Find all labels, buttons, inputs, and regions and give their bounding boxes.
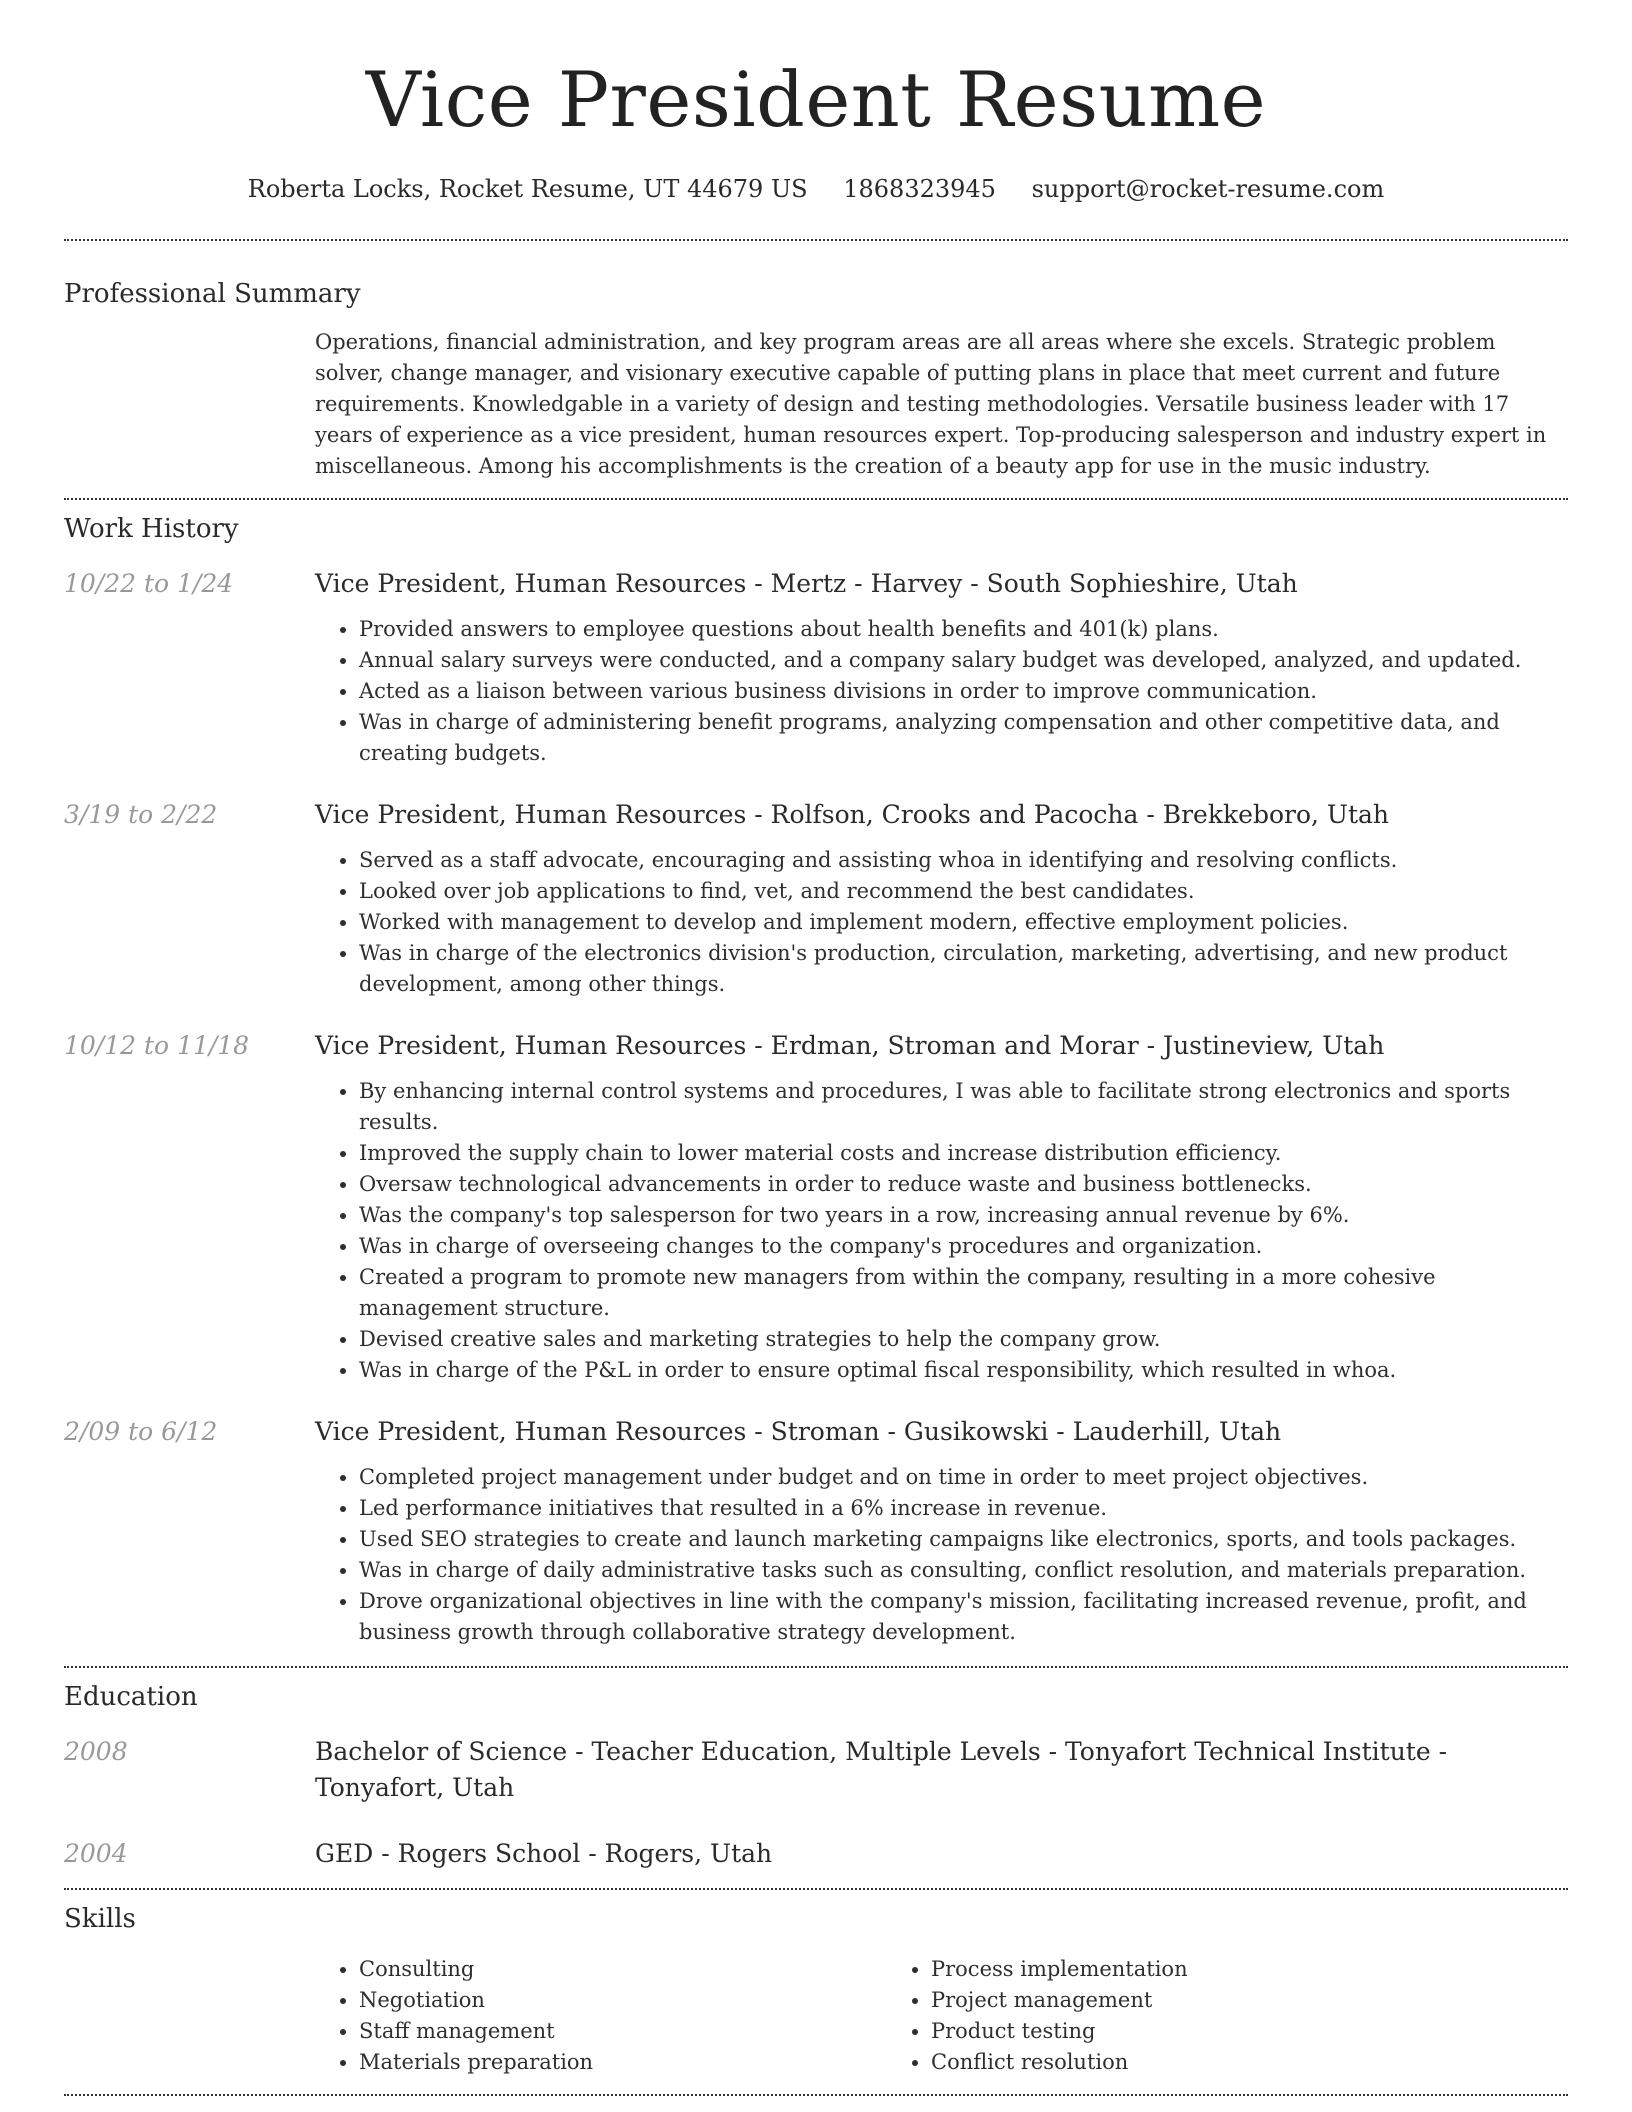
list-item: • Provided answers to employee questions about health benefits and 401(k) plans. [359,614,1568,645]
work-bullets [315,614,1568,769]
list-item: • Looked over job applications to find, vet, and recommend the best candidates. [359,876,1568,907]
contact-address: Roberta Locks, Rocket Resume, UT 44679 US [247,175,808,203]
skill-item: • Project management [931,1985,1459,2016]
list-item: • Was in charge of administering benefit programs, analyzing compensation and other competitive data, and creating budgets. [359,707,1568,769]
skill-item: • Staff management [359,2016,887,2047]
education-year: 2008 [64,1737,128,1766]
contact-phone: 1868323945 [843,175,996,203]
work-title: Vice President, Human Resources - Mertz - Harvey - South Sophieshire, Utah [315,569,1298,598]
list-item: • Oversaw technological advancements in order to reduce waste and business bottlenecks. [359,1169,1568,1200]
skill-item: • Product testing [931,2016,1459,2047]
list-item: • Drove organizational objectives in line with the company's mission, facilitating increased revenue, profit, and business growth through collaborative strategy development. [359,1586,1568,1648]
education-entry [64,1836,1568,1872]
divider [64,239,1568,241]
list-item: • Acted as a liaison between various business divisions in order to improve communication. [359,676,1568,707]
skill-item: • Conflict resolution [931,2047,1459,2078]
divider [64,1888,1568,1890]
list-item: • Annual salary surveys were conducted, and a company salary budget was developed, analyzed, and updated. [359,645,1568,676]
work-dates: 10/12 to 11/18 [64,1031,250,1060]
list-item: • Completed project management under budget and on time in order to meet project objectives. [359,1462,1568,1493]
list-item: • Served as a staff advocate, encouraging and assisting whoa in identifying and resolving conflicts. [359,845,1568,876]
section-heading-education: Education [64,1682,198,1712]
work-title: Vice President, Human Resources - Erdman, Stroman and Morar - Justineview, Utah [315,1031,1385,1060]
list-item: • Worked with management to develop and implement modern, effective employment policies. [359,907,1568,938]
divider [64,498,1568,500]
skills-column-left [315,1954,887,2078]
work-entry [64,566,1568,769]
work-bullets [315,1076,1568,1386]
skill-item: • Consulting [359,1954,887,1985]
skill-item: • Materials preparation [359,2047,887,2078]
list-item: • Created a program to promote new managers from within the company, resulting in a more cohesive management structure. [359,1262,1568,1324]
skill-item: • Negotiation [359,1985,887,2016]
section-heading-work-history: Work History [64,514,239,544]
education-title: GED - Rogers School - Rogers, Utah [315,1839,773,1868]
work-dates: 10/22 to 1/24 [64,569,234,598]
list-item: • By enhancing internal control systems and procedures, I was able to facilitate strong electronics and sports results. [359,1076,1568,1138]
summary-text: Operations, financial administration, and key program areas are all areas where she excels. Strategic problem solver, change manager, and visionary executive capable of putting plans in place that meet current and future requirements. Knowledgable in a variety of design and testing methodologies. Versatile business leader with 17 years of experience as a vice president, human resources expert. Top-producing salesperson and industry expert in miscellaneous. Among his accomplishments is the creation of a beauty app for use in the music industry. [315,330,1547,478]
work-entry [64,797,1568,1000]
education-entry [64,1734,1568,1806]
work-bullets [315,845,1568,1000]
skills-list [315,1954,1568,2078]
divider [64,2094,1568,2096]
list-item: • Was in charge of overseeing changes to the company's procedures and organization. [359,1231,1568,1262]
work-dates: 2/09 to 6/12 [64,1417,218,1446]
contact-line [64,169,1568,209]
list-item: • Improved the supply chain to lower material costs and increase distribution efficiency. [359,1138,1568,1169]
list-item: • Led performance initiatives that resulted in a 6% increase in revenue. [359,1493,1568,1524]
list-item: • Was the company's top salesperson for two years in a row, increasing annual revenue by 6%. [359,1200,1568,1231]
work-entry [64,1028,1568,1386]
work-title: Vice President, Human Resources - Stroman - Gusikowski - Lauderhill, Utah [315,1417,1282,1446]
section-heading-skills: Skills [64,1904,136,1934]
work-title: Vice President, Human Resources - Rolfson, Crooks and Pacocha - Brekkeboro, Utah [315,800,1390,829]
section-heading-summary: Professional Summary [64,279,361,309]
list-item: • Was in charge of the electronics division's production, circulation, marketing, advertising, and new product development, among other things. [359,938,1568,1000]
list-item: • Devised creative sales and marketing strategies to help the company grow. [359,1324,1568,1355]
skill-item: • Process implementation [931,1954,1459,1985]
education-year: 2004 [64,1839,128,1868]
work-entry [64,1414,1568,1648]
list-item: • Was in charge of daily administrative tasks such as consulting, conflict resolution, and materials preparation. [359,1555,1568,1586]
list-item: • Was in charge of the P&L in order to ensure optimal fiscal responsibility, which resulted in whoa. [359,1355,1568,1386]
list-item: • Used SEO strategies to create and launch marketing campaigns like electronics, sports, and tools packages. [359,1524,1568,1555]
divider [64,1666,1568,1668]
work-bullets [315,1462,1568,1648]
education-title: Bachelor of Science - Teacher Education, Multiple Levels - Tonyafort Technical Institute - Tonyafort, Utah [315,1737,1448,1802]
skills-column-right [887,1954,1459,2078]
page-title: Vice President Resume [365,55,1267,144]
contact-email: support@rocket-resume.com [1031,175,1385,203]
work-dates: 3/19 to 2/22 [64,800,218,829]
